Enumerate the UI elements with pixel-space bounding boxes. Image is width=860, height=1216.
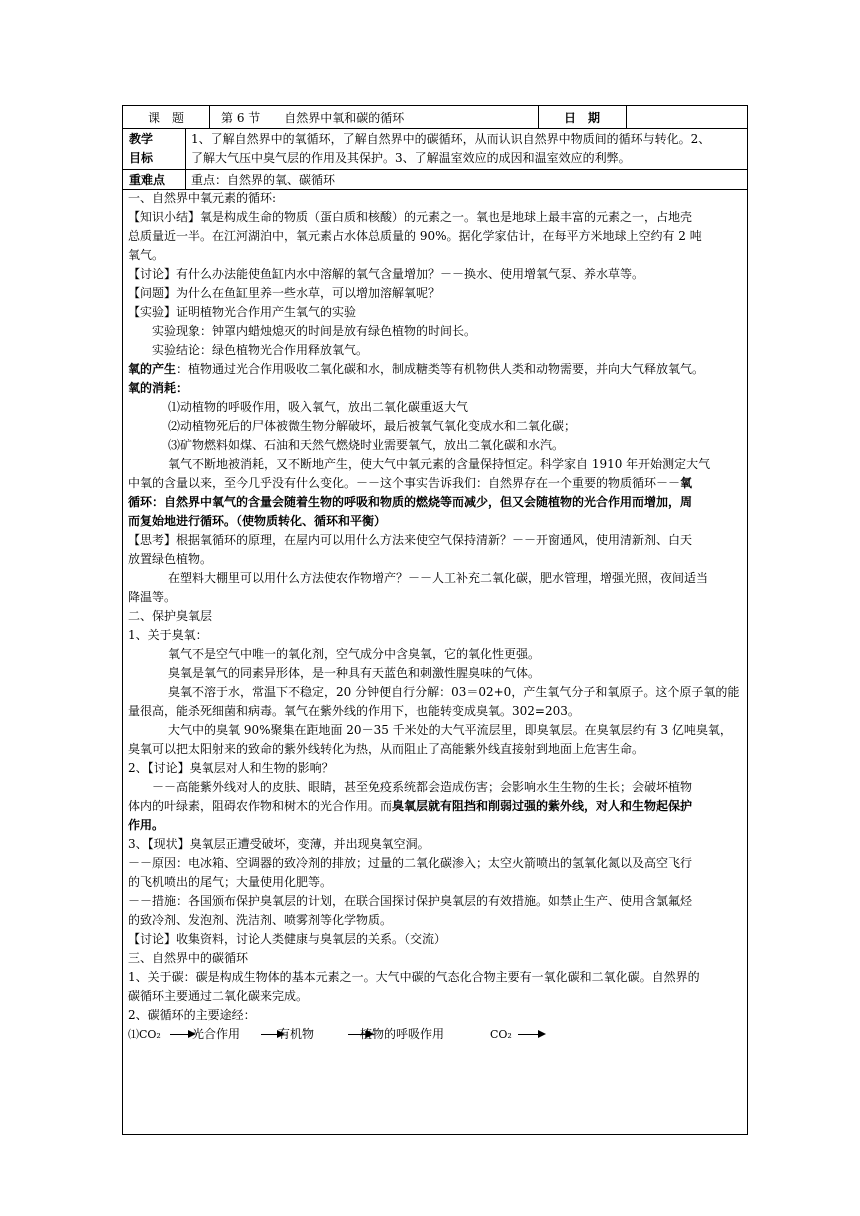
paragraph: 的致冷剂、发泡剂、洗洁剂、喷雾剂等化学物质。 (128, 913, 393, 927)
flow-plant-respiration: 植物的呼吸作用 (360, 1027, 445, 1041)
lesson-plan-table (122, 105, 748, 1135)
date-label: 日 期 (563, 110, 600, 125)
list-item: ⑴动植物的呼吸作用，吸入氧气，放出二氧化碳重返大气 (168, 400, 469, 414)
section-1-title: 一、自然界中氧元素的循环: (128, 191, 277, 205)
focus-label: 重难点 (129, 172, 166, 187)
subheading: 2、碳循环的主要途经： (128, 1008, 256, 1022)
paragraph: 中氧的含量以来，至今几乎没有什么变化。－－这个事实告诉我们：自然界存在一个重要的物质循环－－氧 (128, 476, 693, 490)
flow-co2-start: ⑴CO₂ (128, 1028, 161, 1041)
flow-photosynthesis: 光合作用 (192, 1027, 241, 1041)
list-item: ⑶矿物燃料如煤、石油和天然气燃烧时业需要氧气，放出二氧化碳和水汽。 (168, 438, 565, 452)
focus-text: 重点：自然界的氧、碳循环 (191, 172, 336, 187)
paragraph: 总质量近一半。在江河湖泊中，氧元素占水体总质量的 90%。据化学家估计，在每平方米地球上空约有 2 吨 (128, 229, 702, 243)
subheading: 1、关于臭氧： (128, 628, 208, 642)
paragraph: 量很高，能杀死细菌和病毒。氧气在紫外线的作用下，也能转变成臭氧。302=203。 (128, 704, 580, 718)
header-row (123, 106, 747, 129)
paragraph: 大气中的臭氧 90%聚集在距地面 20－35 千米处的大气平流层里，即臭氧层。在臭氧层约有 3 亿吨臭氧， (168, 723, 732, 737)
paragraph: 氧的产生：植物通过光合作用吸收二氧化碳和水，制成糖类等有机物供人类和动物需要，并向大气释放氧气。 (128, 362, 705, 376)
course-label: 课 题 (147, 110, 184, 125)
paragraph: －－原因：电冰箱、空调器的致冷剂的排放；过量的二氧化碳渗入；太空火箭喷出的氢氧化氮以及高空飞行 (128, 856, 693, 870)
course-title: 第 6 节 自然界中氧和碳的循环 (221, 110, 405, 125)
paragraph: 臭氧不溶于水，常温下不稳定，20 分钟便自行分解：03＝02+0，产生氧气分子和氧原子。这个原子氧的能 (168, 685, 740, 699)
paragraph: 碳循环主要通过二氧化碳来完成。 (128, 989, 309, 1003)
paragraph: 【问题】为什么在鱼缸里养一些水草，可以增加溶解氧呢？ (128, 286, 441, 300)
paragraph: 臭氧可以把太阳射来的致命的紫外线转化为热，从而阻止了高能紫外线直接射到地面上危害生命。 (128, 742, 645, 756)
paragraph: 【实验】证明植物光合作用产生氧气的实验 (128, 305, 357, 319)
section-3-title: 三、自然界中的碳循环 (128, 951, 249, 965)
arrow-icon (170, 1034, 194, 1035)
paragraph: 【思考】根据氧循环的原理，在屋内可以用什么方法来使空气保持清新？－－开窗通风，使用清新剂、白天 (128, 533, 693, 547)
paragraph: －－措施：各国颁布保护臭氧层的计划，在联合国探讨保护臭氧层的有效措施。如禁止生产、使用含氯氟烃 (128, 894, 693, 908)
subheading: 2、【讨论】臭氧层对人和生物的影响？ (128, 761, 334, 775)
list-item: ⑵动植物死后的尸体被微生物分解破坏，最后被氧气氧化变成水和二氧化碳； (168, 419, 577, 433)
section-2-title: 二、保护臭氧层 (128, 609, 213, 623)
paragraph: 【讨论】有什么办法能使鱼缸内水中溶解的氧气含量增加？－－换水、使用增氧气泵、养水草等。 (128, 267, 645, 281)
focus-row (123, 169, 747, 190)
flow-co2-end: CO₂ (490, 1028, 512, 1041)
paragraph: 臭氧是氧气的同素异形体，是一种具有天蓝色和刺激性腥臭味的气体。 (168, 666, 541, 680)
paragraph: 氧气。 (128, 248, 165, 262)
paragraph: 1、关于碳：碳是构成生物体的基本元素之一。大气中碳的气态化合物主要有一氧化碳和二氧化碳。自然界的 (128, 970, 700, 984)
goals-row (123, 128, 747, 170)
paragraph: 【讨论】收集资料，讨论人类健康与臭氧层的关系。（交流） (128, 932, 447, 946)
paragraph: 在塑料大棚里可以用什么方法使农作物增产？－－人工补充二氧化碳，肥水管理，增强光照，夜间适当 (168, 571, 709, 585)
paragraph: 氧气不是空气中唯一的氧化剂，空气成分中含臭氧，它的氧化性更强。 (168, 647, 541, 661)
paragraph: 而复始地进行循环。（使物质转化、循环和平衡） (128, 514, 387, 528)
arrow-icon (518, 1034, 544, 1035)
paragraph: 实验结论：绿色植物光合作用释放氧气。 (152, 343, 369, 357)
paragraph: 体内的叶绿素，阻碍农作物和树木的光合作用。而臭氧层就有阻挡和削弱过强的紫外线，对人和生物起保护 (128, 799, 693, 813)
paragraph: 【知识小结】氧是构成生命的物质（蛋白质和核酸）的元素之一。氧也是地球上最丰富的元素之一，占地壳 (128, 210, 693, 224)
subheading: 3、【现状】臭氧层正遭受破坏，变薄，并出现臭氧空洞。 (128, 837, 430, 851)
carbon-cycle-flow (128, 1025, 742, 1044)
lesson-content (128, 189, 742, 1044)
flow-organic-matter: 有机物 (278, 1027, 315, 1041)
paragraph: －－高能紫外线对人的皮肤、眼睛，甚至免疫系统都会造成伤害；会影响水生生物的生长；会破坏植物 (152, 780, 693, 794)
paragraph: 放置绿色植物。 (128, 552, 213, 566)
paragraph: 作用。 (128, 818, 165, 832)
paragraph: 实验现象：钟罩内蜡烛熄灭的时间是放有绿色植物的时间长。 (152, 324, 477, 338)
paragraph: 降温等。 (128, 590, 177, 604)
paragraph: 氧气不断地被消耗，又不断地产生，使大气中氧元素的含量保持恒定。科学家自 1910 年开始测定大气 (168, 457, 711, 471)
paragraph: 循环：自然界中氧气的含量会随着生物的呼吸和物质的燃烧等而减少，但又会随植物的光合作用而增加，周 (128, 495, 693, 509)
goals-label: 教学 目标 (129, 132, 154, 165)
paragraph: 氧的消耗： (128, 381, 189, 395)
paragraph: 的飞机喷出的尾气；大量使用化肥等。 (128, 875, 333, 889)
goals-text: 1、了解自然界中的氧循环，了解自然界中的碳循环，从而认识自然界中物质间的循环与转化。2、 了解大气压中臭气层的作用及其保护。3、了解温室效应的成因和温室效应的利弊。 (191, 132, 711, 165)
